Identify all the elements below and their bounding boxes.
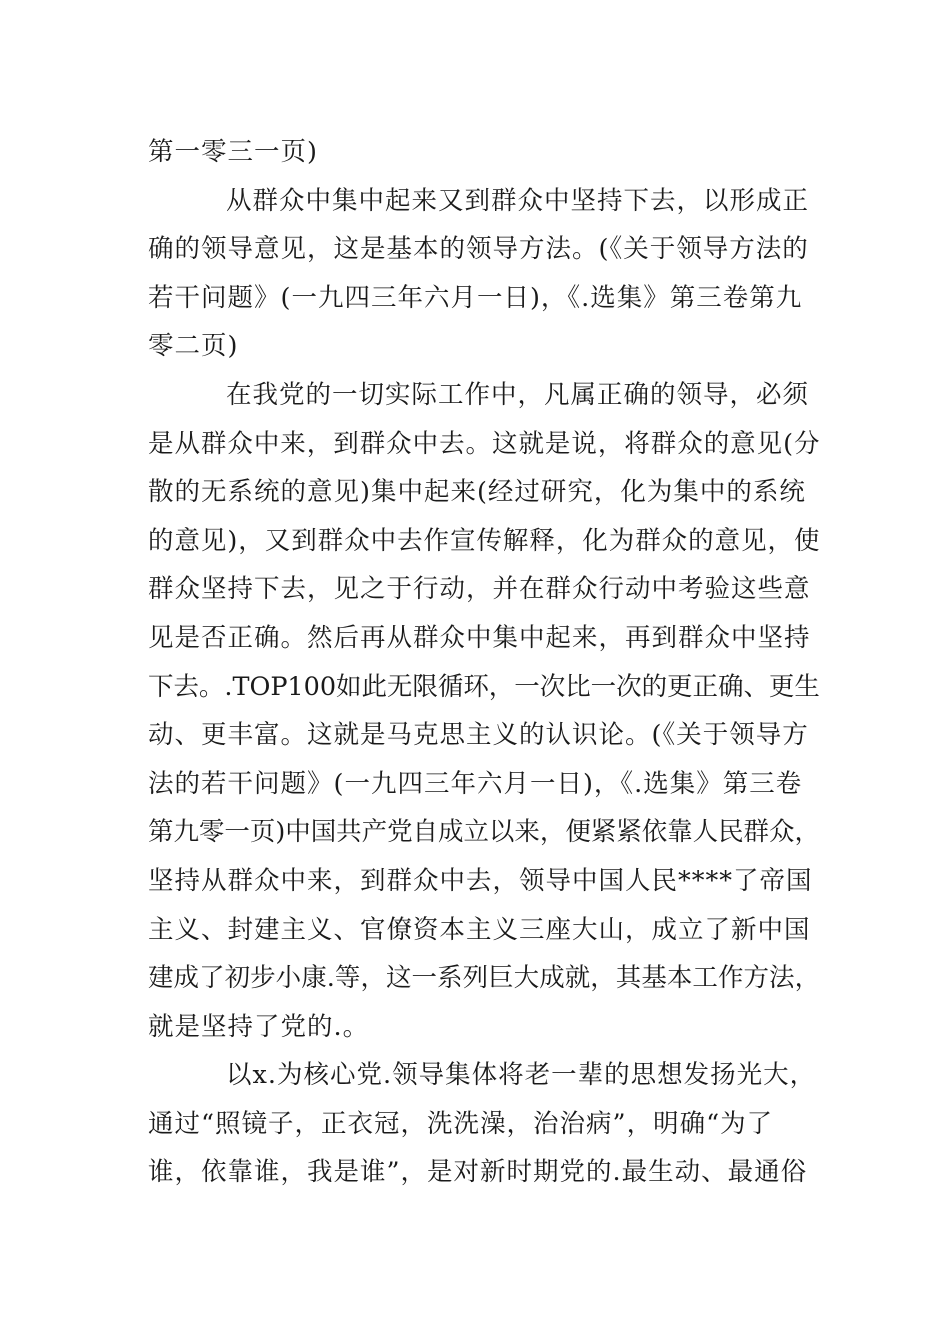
text-line: 就是坚持了党的.。 (148, 1011, 370, 1042)
text-line: 散的无系统的意见)集中起来(经过研究，化为集中的系统 (148, 477, 806, 508)
text-line: 坚持从群众中来，到群众中去，领导中国人民****了帝国 (148, 865, 813, 896)
text-line: 通过“照镜子，正衣冠，洗洗澡，治治病”，明确“为了 (148, 1108, 774, 1139)
text-line: 群众坚持下去，见之于行动，并在群众行动中考验这些意 (148, 574, 811, 605)
text-line: 若干问题》(一九四三年六月一日)，《.选集》第三卷第九 (148, 282, 803, 313)
text-line: 建成了初步小康.等，这一系列巨大成就，其基本工作方法， (148, 963, 821, 994)
text-line: 确的领导意见，这是基本的领导方法。(《关于领导方法的 (148, 234, 809, 265)
text-line: 的意见)，又到群众中去作宣传解释，化为群众的意见，使 (148, 525, 821, 556)
body-text (148, 128, 820, 1197)
text-line: 第九零一页)中国共产党自成立以来，便紧紧依靠人民群众， (148, 817, 820, 848)
text-line: 以x.为核心党.领导集体将老一辈的思想发扬光大， (226, 1060, 817, 1091)
text-line: 在我党的一切实际工作中，凡属正确的领导，必须 (226, 379, 810, 410)
text-line: 主义、封建主义、官僚资本主义三座大山，成立了新中国 (148, 914, 811, 945)
text-line: 零二页) (148, 331, 239, 362)
text-line: 下去。.TOP100如此无限循环，一次比一次的更正确、更生 (148, 671, 820, 702)
text-line: 法的若干问题》(一九四三年六月一日)，《.选集》第三卷 (148, 768, 803, 799)
text-line: 第一零三一页) (148, 137, 318, 167)
text-line: 动、更丰富。这就是马克思主义的认识论。(《关于领导方 (148, 720, 809, 751)
text-line: 见是否正确。然后再从群众中集中起来，再到群众中坚持 (148, 622, 811, 653)
text-line: 是从群众中来，到群众中去。这就是说，将群众的意见(分 (148, 428, 821, 459)
text-line: 谁，依靠谁，我是谁”，是对新时期党的.最生动、最通俗 (148, 1157, 808, 1188)
text-line: 从群众中集中起来又到群众中坚持下去，以形成正 (226, 185, 810, 216)
